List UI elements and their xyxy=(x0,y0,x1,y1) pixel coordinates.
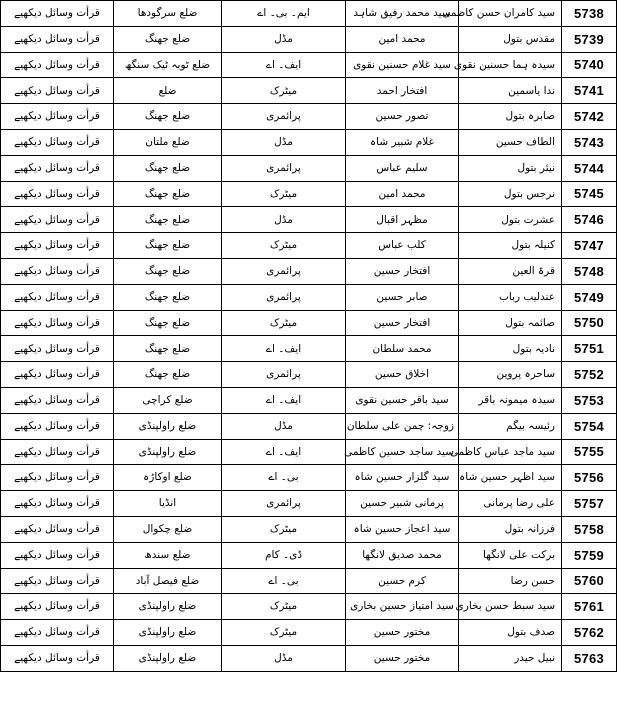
serial-number-cell: 5763 xyxy=(562,645,617,671)
serial-number-cell: 5760 xyxy=(562,568,617,594)
table-row xyxy=(1,258,617,284)
name-cell: نبیل حیدر xyxy=(459,645,562,671)
table-row xyxy=(1,129,617,155)
table-row xyxy=(1,78,617,104)
place-cell: ضلع جھنگ xyxy=(114,233,222,259)
name-cell: سیدہ میمونہ باقر xyxy=(459,387,562,413)
qualification-cell: میٹرک xyxy=(222,310,346,336)
guardian-cell: پرمانی شبیر حسین xyxy=(346,491,459,517)
guardian-cell: سلیم عباس xyxy=(346,155,459,181)
name-cell: ساحرہ پروین xyxy=(459,362,562,388)
name-cell: سید ماجد عباس کاظمی xyxy=(459,439,562,465)
serial-number-cell: 5762 xyxy=(562,620,617,646)
remark-cell: قرأت وسائل دیکھیے xyxy=(1,207,114,233)
place-cell: ضلع جھنگ xyxy=(114,258,222,284)
serial-number-cell: 5745 xyxy=(562,181,617,207)
table-row xyxy=(1,1,617,27)
name-cell: مقدس بتول xyxy=(459,26,562,52)
serial-number-cell: 5755 xyxy=(562,439,617,465)
qualification-cell: میٹرک xyxy=(222,516,346,542)
serial-number-cell: 5751 xyxy=(562,336,617,362)
place-cell: ضلع جھنگ xyxy=(114,207,222,233)
table-row xyxy=(1,516,617,542)
guardian-cell: سید ساجد حسین کاظمی xyxy=(346,439,459,465)
serial-number-cell: 5739 xyxy=(562,26,617,52)
qualification-cell: بی۔ اے xyxy=(222,465,346,491)
place-cell: ضلع جھنگ xyxy=(114,104,222,130)
name-cell: کنیلہ بتول xyxy=(459,233,562,259)
qualification-cell: مڈل xyxy=(222,26,346,52)
serial-number-cell: 5753 xyxy=(562,387,617,413)
place-cell: ضلع راولپنڈی xyxy=(114,413,222,439)
remark-cell: قرأت وسائل دیکھیے xyxy=(1,387,114,413)
table-row xyxy=(1,52,617,78)
table-row xyxy=(1,542,617,568)
place-cell: ضلع جھنگ xyxy=(114,336,222,362)
guardian-cell: مختور حسین xyxy=(346,620,459,646)
name-cell: رئیسہ بیگم xyxy=(459,413,562,439)
remark-cell: قرأت وسائل دیکھیے xyxy=(1,310,114,336)
table-row xyxy=(1,207,617,233)
remark-cell: قرأت وسائل دیکھیے xyxy=(1,465,114,491)
place-cell: ضلع راولپنڈی xyxy=(114,439,222,465)
serial-number-cell: 5754 xyxy=(562,413,617,439)
place-cell: ضلع راولپنڈی xyxy=(114,645,222,671)
remark-cell: قرأت وسائل دیکھیے xyxy=(1,1,114,27)
remark-cell: قرأت وسائل دیکھیے xyxy=(1,258,114,284)
table-row xyxy=(1,439,617,465)
name-cell: سید سبط حسن بخاری xyxy=(459,594,562,620)
place-cell: ضلع جھنگ xyxy=(114,155,222,181)
remark-cell: قرأت وسائل دیکھیے xyxy=(1,362,114,388)
remark-cell: قرأت وسائل دیکھیے xyxy=(1,181,114,207)
serial-number-cell: 5752 xyxy=(562,362,617,388)
place-cell: ضلع جھنگ xyxy=(114,181,222,207)
table-row xyxy=(1,362,617,388)
serial-number-cell: 5748 xyxy=(562,258,617,284)
qualification-cell: مڈل xyxy=(222,207,346,233)
guardian-cell: صابر حسین xyxy=(346,284,459,310)
remark-cell: قرأت وسائل دیکھیے xyxy=(1,542,114,568)
remark-cell: قرأت وسائل دیکھیے xyxy=(1,155,114,181)
guardian-cell: کرم حسین xyxy=(346,568,459,594)
remark-cell: قرأت وسائل دیکھیے xyxy=(1,516,114,542)
table-row xyxy=(1,26,617,52)
qualification-cell: ایف۔ اے xyxy=(222,336,346,362)
guardian-cell: مختور حسین xyxy=(346,645,459,671)
serial-number-cell: 5757 xyxy=(562,491,617,517)
qualification-cell: میٹرک xyxy=(222,620,346,646)
guardian-cell: سید محمد رفیق شاہد xyxy=(346,1,459,27)
guardian-cell: محمد صدیق لانگھا xyxy=(346,542,459,568)
guardian-cell: محمد امین xyxy=(346,181,459,207)
name-cell: صابرہ بتول xyxy=(459,104,562,130)
name-cell: نرجس بتول xyxy=(459,181,562,207)
table-row xyxy=(1,387,617,413)
qualification-cell: ڈی۔ کام xyxy=(222,542,346,568)
guardian-cell: افتخار حسین xyxy=(346,258,459,284)
place-cell: ضلع ٹوبہ ٹیک سنگھ xyxy=(114,52,222,78)
qualification-cell: ایف۔ اے xyxy=(222,52,346,78)
table-row xyxy=(1,233,617,259)
name-cell: حسن رضا xyxy=(459,568,562,594)
guardian-cell: افتخار حسین xyxy=(346,310,459,336)
qualification-cell: پرائمری xyxy=(222,491,346,517)
place-cell: ضلع راولپنڈی xyxy=(114,620,222,646)
place-cell: ضلع جھنگ xyxy=(114,362,222,388)
qualification-cell: پرائمری xyxy=(222,155,346,181)
name-cell: قرۃ العین xyxy=(459,258,562,284)
guardian-cell: سید گلزار حسین شاہ xyxy=(346,465,459,491)
place-cell: ضلع فیصل آباد xyxy=(114,568,222,594)
remark-cell: قرأت وسائل دیکھیے xyxy=(1,413,114,439)
table-row xyxy=(1,465,617,491)
guardian-cell: سید غلام حسنین نقوی xyxy=(346,52,459,78)
guardian-cell: غلام شبیر شاہ xyxy=(346,129,459,155)
serial-number-cell: 5761 xyxy=(562,594,617,620)
qualification-cell: میٹرک xyxy=(222,233,346,259)
name-cell: علی رضا پرمانی xyxy=(459,491,562,517)
name-cell: الطاف حسین xyxy=(459,129,562,155)
remark-cell: قرأت وسائل دیکھیے xyxy=(1,620,114,646)
qualification-cell: میٹرک xyxy=(222,594,346,620)
qualification-cell: بی۔ اے xyxy=(222,568,346,594)
guardian-cell: مظہر اقبال xyxy=(346,207,459,233)
name-cell: صدف بتول xyxy=(459,620,562,646)
name-cell: صائمہ بتول xyxy=(459,310,562,336)
serial-number-cell: 5759 xyxy=(562,542,617,568)
table-row xyxy=(1,413,617,439)
remark-cell: قرأت وسائل دیکھیے xyxy=(1,52,114,78)
table-row xyxy=(1,104,617,130)
table-row xyxy=(1,310,617,336)
name-cell: فرزانہ بتول xyxy=(459,516,562,542)
name-cell: سید اظہر حسین شاہ xyxy=(459,465,562,491)
qualification-cell: ایف۔ اے xyxy=(222,387,346,413)
place-cell: ضلع xyxy=(114,78,222,104)
remark-cell: قرأت وسائل دیکھیے xyxy=(1,233,114,259)
remark-cell: قرأت وسائل دیکھیے xyxy=(1,645,114,671)
table-row xyxy=(1,155,617,181)
name-cell: نادیہ بتول xyxy=(459,336,562,362)
place-cell: ضلع سرگودھا xyxy=(114,1,222,27)
qualification-cell: مڈل xyxy=(222,413,346,439)
remark-cell: قرأت وسائل دیکھیے xyxy=(1,568,114,594)
place-cell: ضلع کراچی xyxy=(114,387,222,413)
qualification-cell: ایم۔ بی۔ اے xyxy=(222,1,346,27)
serial-number-cell: 5749 xyxy=(562,284,617,310)
guardian-cell: محمد امین xyxy=(346,26,459,52)
serial-number-cell: 5743 xyxy=(562,129,617,155)
name-cell: سید کامران حسن کاظمی xyxy=(459,1,562,27)
guardian-cell: سید اعجاز حسین شاہ xyxy=(346,516,459,542)
place-cell: ضلع چکوال xyxy=(114,516,222,542)
serial-number-cell: 5746 xyxy=(562,207,617,233)
remark-cell: قرأت وسائل دیکھیے xyxy=(1,129,114,155)
table-row xyxy=(1,336,617,362)
remark-cell: قرأت وسائل دیکھیے xyxy=(1,491,114,517)
guardian-cell: سید امتیاز حسین بخاری xyxy=(346,594,459,620)
table-row xyxy=(1,181,617,207)
remark-cell: قرأت وسائل دیکھیے xyxy=(1,26,114,52)
remark-cell: قرأت وسائل دیکھیے xyxy=(1,594,114,620)
table-row xyxy=(1,620,617,646)
qualification-cell: پرائمری xyxy=(222,284,346,310)
qualification-cell: مڈل xyxy=(222,645,346,671)
place-cell: ضلع سندھ xyxy=(114,542,222,568)
remark-cell: قرأت وسائل دیکھیے xyxy=(1,336,114,362)
place-cell: انڈیا xyxy=(114,491,222,517)
remark-cell: قرأت وسائل دیکھیے xyxy=(1,439,114,465)
guardian-cell: کلب عباس xyxy=(346,233,459,259)
table-row xyxy=(1,491,617,517)
serial-number-cell: 5738 xyxy=(562,1,617,27)
registry-body xyxy=(1,1,617,672)
qualification-cell: میٹرک xyxy=(222,78,346,104)
qualification-cell: پرائمری xyxy=(222,258,346,284)
guardian-cell: زوجہ: چمن علی سلطان xyxy=(346,413,459,439)
place-cell: ضلع راولپنڈی xyxy=(114,594,222,620)
remark-cell: قرأت وسائل دیکھیے xyxy=(1,104,114,130)
table-row xyxy=(1,594,617,620)
table-row xyxy=(1,645,617,671)
remark-cell: قرأت وسائل دیکھیے xyxy=(1,284,114,310)
serial-number-cell: 5747 xyxy=(562,233,617,259)
qualification-cell: میٹرک xyxy=(222,181,346,207)
qualification-cell: پرائمری xyxy=(222,104,346,130)
remark-cell: قرأت وسائل دیکھیے xyxy=(1,78,114,104)
guardian-cell: محمد سلطان xyxy=(346,336,459,362)
place-cell: ضلع جھنگ xyxy=(114,284,222,310)
serial-number-cell: 5741 xyxy=(562,78,617,104)
guardian-cell: تصور حسین xyxy=(346,104,459,130)
name-cell: عندلیب رباب xyxy=(459,284,562,310)
name-cell: ندا یاسمین xyxy=(459,78,562,104)
serial-number-cell: 5740 xyxy=(562,52,617,78)
guardian-cell: افتخار احمد xyxy=(346,78,459,104)
qualification-cell: ایف۔ اے xyxy=(222,439,346,465)
serial-number-cell: 5750 xyxy=(562,310,617,336)
table-row xyxy=(1,568,617,594)
place-cell: ضلع جھنگ xyxy=(114,310,222,336)
serial-number-cell: 5756 xyxy=(562,465,617,491)
place-cell: ضلع ملتان xyxy=(114,129,222,155)
name-cell: برکت علی لانگھا xyxy=(459,542,562,568)
place-cell: ضلع اوکاڑہ xyxy=(114,465,222,491)
guardian-cell: سید باقر حسین نقوی xyxy=(346,387,459,413)
qualification-cell: مڈل xyxy=(222,129,346,155)
guardian-cell: اخلاق حسین xyxy=(346,362,459,388)
serial-number-cell: 5742 xyxy=(562,104,617,130)
serial-number-cell: 5744 xyxy=(562,155,617,181)
serial-number-cell: 5758 xyxy=(562,516,617,542)
place-cell: ضلع جھنگ xyxy=(114,26,222,52)
name-cell: عشرت بتول xyxy=(459,207,562,233)
name-cell: نیئر بتول xyxy=(459,155,562,181)
qualification-cell: پرائمری xyxy=(222,362,346,388)
table-row xyxy=(1,284,617,310)
name-cell: سیدہ ہما حسنین نقوی xyxy=(459,52,562,78)
